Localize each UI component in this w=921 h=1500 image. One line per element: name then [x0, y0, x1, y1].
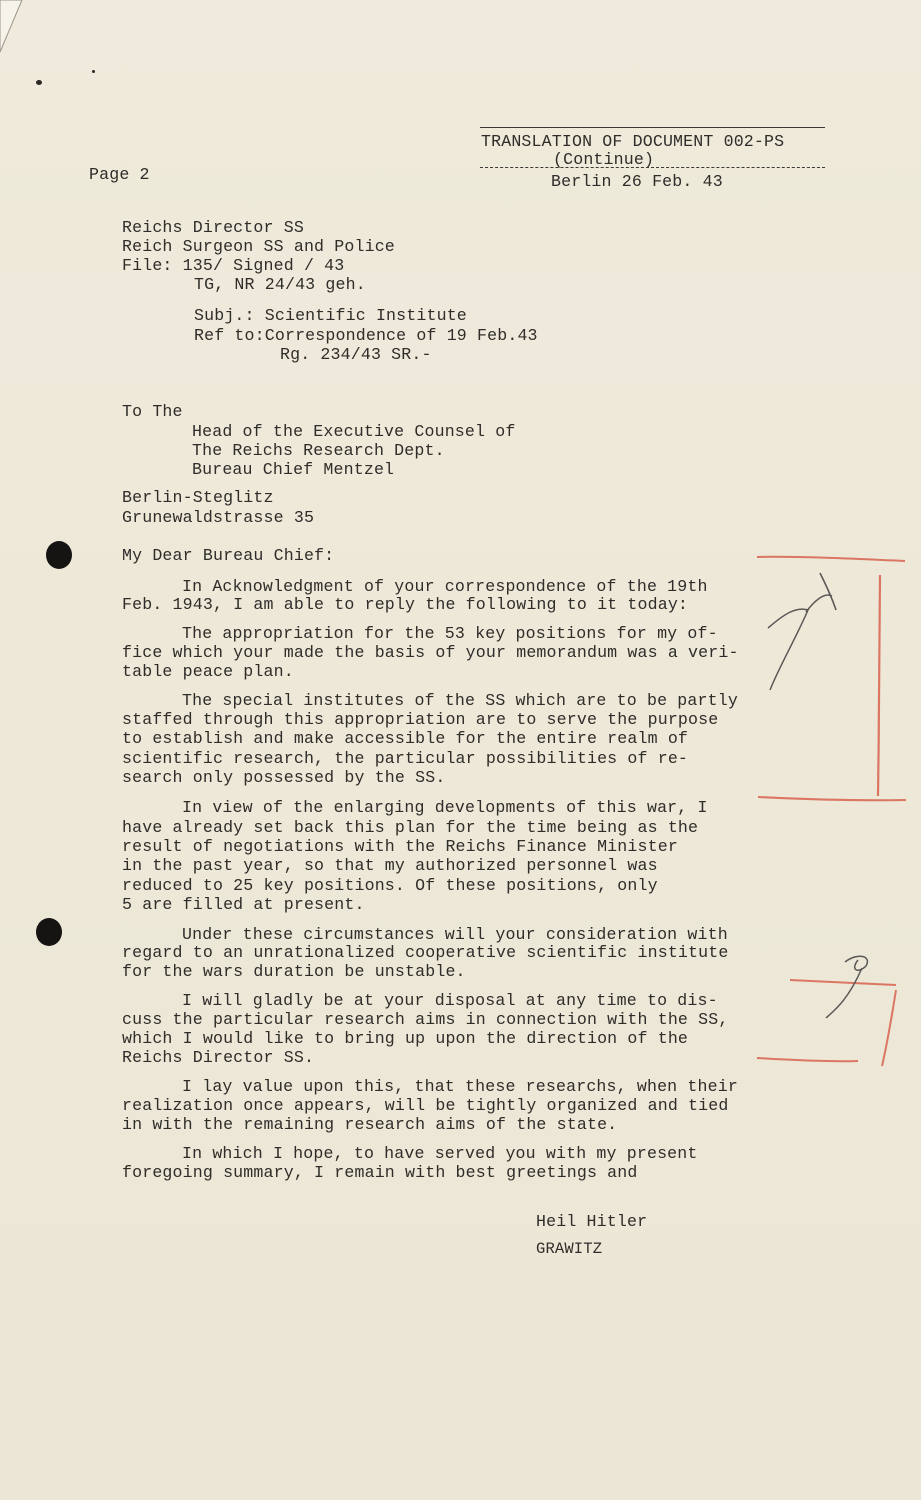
recipient-to: To The: [122, 402, 183, 421]
recipient-line-1: Head of the Executive Counsel of: [192, 422, 516, 441]
recipient-line-2: The Reichs Research Dept.: [192, 441, 445, 460]
body-line: In which I hope, to have served you with my present: [182, 1144, 698, 1163]
subject-line: Subj.: Scientific Institute: [194, 306, 467, 325]
tg-reference: TG, NR 24/43 geh.: [194, 275, 366, 294]
body-line: Under these circumstances will your consideration with: [182, 925, 728, 944]
salutation: My Dear Bureau Chief:: [122, 546, 335, 565]
body-line: The appropriation for the 53 key positions for my of-: [182, 624, 718, 643]
body-line: Feb. 1943, I am able to reply the following to it today:: [122, 595, 689, 614]
recipient-line-3: Bureau Chief Mentzel: [192, 460, 395, 479]
rg-line: Rg. 234/43 SR.-: [280, 345, 432, 364]
body-line: result of negotiations with the Reichs Finance Minister: [122, 837, 678, 856]
body-line: I will gladly be at your disposal at any time to dis-: [182, 991, 718, 1010]
body-line: fice which your made the basis of your memorandum was a veri-: [122, 643, 739, 662]
sender-line-1: Reichs Director SS: [122, 218, 304, 237]
body-line: The special institutes of the SS which are to be partly: [182, 691, 738, 710]
body-line: In view of the enlarging developments of this war, I: [182, 798, 708, 817]
pencil-scribble: [826, 956, 867, 1018]
red-margin-bracket: [878, 575, 880, 796]
pencil-scribble: [768, 609, 808, 690]
body-line: table peace plan.: [122, 662, 294, 681]
body-line: in the past year, so that my authorized personnel was: [122, 856, 658, 875]
pencil-scribble: [806, 595, 832, 612]
red-margin-bracket: [882, 990, 896, 1066]
body-line: in with the remaining research aims of the state.: [122, 1115, 618, 1134]
pencil-stroke: [820, 573, 836, 610]
continued-note: (Continue): [553, 150, 655, 169]
closing-greeting: Heil Hitler: [536, 1212, 648, 1231]
body-line: scientific research, the particular possibilities of re-: [122, 749, 689, 768]
body-line: for the wars duration be unstable.: [122, 962, 466, 981]
sender-line-2: Reich Surgeon SS and Police: [122, 237, 395, 256]
body-line: I lay value upon this, that these researchs, when their: [182, 1077, 738, 1096]
document-title: TRANSLATION OF DOCUMENT 002-PS: [481, 132, 785, 151]
red-margin-bracket: [758, 797, 906, 800]
page-number: Page 2: [89, 165, 150, 184]
red-margin-bracket: [757, 1058, 858, 1061]
body-line: search only possessed by the SS.: [122, 768, 446, 787]
body-line: In Acknowledgment of your correspondence of the 19th: [182, 577, 708, 596]
body-line: reduced to 25 key positions. Of these positions, only: [122, 876, 658, 895]
body-line: regard to an unrationalized cooperative scientific institute: [122, 943, 729, 962]
body-line: foregoing summary, I remain with best greetings and: [122, 1163, 638, 1182]
recipient-city: Berlin-Steglitz: [122, 488, 274, 507]
body-line: 5 are filled at present.: [122, 895, 365, 914]
signature-name: GRAWITZ: [536, 1240, 603, 1258]
letter-date: Berlin 26 Feb. 43: [551, 172, 723, 191]
body-line: which I would like to bring up upon the direction of the: [122, 1029, 689, 1048]
body-line: realization once appears, will be tightly organized and tied: [122, 1096, 729, 1115]
body-line: Reichs Director SS.: [122, 1048, 315, 1067]
body-line: to establish and make accessible for the entire realm of: [122, 729, 689, 748]
reference-line: Ref to:Correspondence of 19 Feb.43: [194, 326, 538, 345]
red-margin-bracket: [790, 980, 896, 985]
red-margin-bracket: [757, 557, 905, 561]
file-reference: File: 135/ Signed / 43: [122, 256, 345, 275]
body-line: have already set back this plan for the time being as the: [122, 818, 699, 837]
recipient-street: Grunewaldstrasse 35: [122, 508, 315, 527]
body-line: staffed through this appropriation are to serve the purpose: [122, 710, 719, 729]
body-line: cuss the particular research aims in connection with the SS,: [122, 1010, 729, 1029]
